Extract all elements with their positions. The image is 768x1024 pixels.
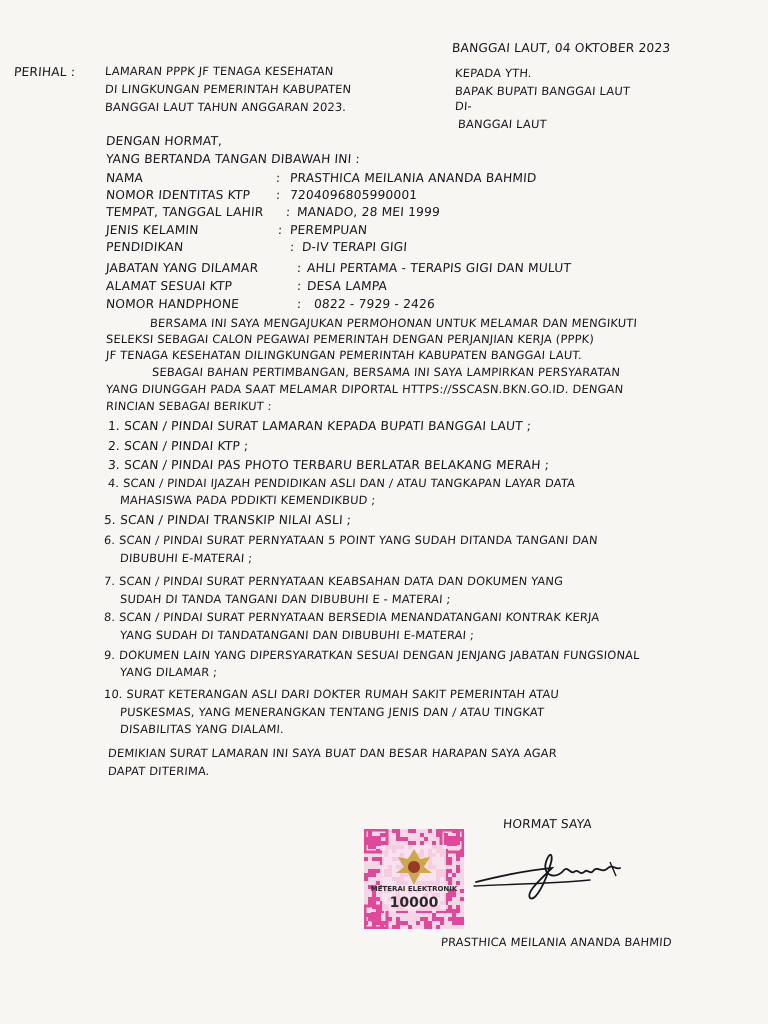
field-colon: : [275, 188, 281, 202]
field-value: PRASTHICA MEILANIA ANANDA BAHMID [289, 171, 538, 185]
paragraph-line: YANG DIUNGGAH PADA SAAT MELAMAR DIPORTAL HTTPS://SSCASN.BKN.GO.ID. DENGAN [105, 382, 624, 396]
greeting: DENGAN HORMAT, [105, 134, 223, 148]
field-label: NOMOR IDENTITAS KTP [105, 188, 251, 202]
place-date: BANGGAI LAUT, 04 OKTOBER 2023 [451, 41, 671, 55]
field-value: PEREMPUAN [289, 223, 368, 237]
subject-line: DI LINGKUNGAN PEMERINTAH KABUPATEN [104, 82, 352, 96]
e-meterai-stamp [364, 829, 464, 929]
field-label: NAMA [105, 171, 144, 185]
field-value: AHLI PERTAMA - TERAPIS GIGI DAN MULUT [306, 261, 572, 275]
list-item-cont: DISABILITAS YANG DIALAMI. [119, 722, 285, 736]
field-value: MANADO, 28 MEI 1999 [296, 205, 441, 219]
paragraph-line: RINCIAN SEBAGAI BERIKUT : [105, 399, 273, 413]
field-colon: : [275, 171, 281, 185]
stamp-value: 10000 [389, 895, 439, 911]
list-item-cont: PUSKESMAS, YANG MENERANGKAN TENTANG JENIS DAN / ATAU TINGKAT [119, 705, 545, 719]
field-value: 7204096805990001 [289, 188, 418, 202]
closing-line: DEMIKIAN SURAT LAMARAN INI SAYA BUAT DAN BESAR HARAPAN SAYA AGAR [107, 746, 558, 760]
intro-line: YANG BERTANDA TANGAN DIBAWAH INI : [105, 152, 361, 166]
field-value: 0822 - 7929 - 2426 [313, 297, 436, 311]
list-item: 8. SCAN / PINDAI SURAT PERNYATAAN BERSEDIA MENANDATANGANI KONTRAK KERJA [103, 610, 600, 624]
paragraph-line: SELEKSI SEBAGAI CALON PEGAWAI PEMERINTAH DENGAN PERJANJIAN KERJA (PPPK) [105, 332, 595, 346]
list-item: 7. SCAN / PINDAI SURAT PERNYATAAN KEABSAHAN DATA DAN DOKUMEN YANG [103, 574, 564, 588]
signer-name: PRASTHICA MEILANIA ANANDA BAHMID [440, 935, 673, 949]
field-colon: : [296, 261, 302, 275]
recipient-line: KEPADA YTH. [454, 66, 533, 80]
recipient-line: DI- [454, 99, 473, 113]
recipient-line: BANGGAI LAUT [457, 117, 548, 131]
closing-line: DAPAT DITERIMA. [107, 764, 211, 778]
e-meterai-icon [364, 829, 464, 929]
perihal-label: PERIHAL : [13, 65, 76, 79]
paragraph-line: JF TENAGA KESEHATAN DILINGKUNGAN PEMERINTAH KABUPATEN BANGGAI LAUT. [105, 348, 583, 362]
list-item: 2. SCAN / PINDAI KTP ; [107, 439, 249, 453]
list-item-cont: YANG SUDAH DI TANDATANGANI DAN DIBUBUHI E-MATERAI ; [119, 628, 475, 642]
field-colon: : [285, 205, 291, 219]
field-label: ALAMAT SESUAI KTP [105, 279, 233, 293]
list-item: 1. SCAN / PINDAI SURAT LAMARAN KEPADA BUPATI BANGGAI LAUT ; [107, 419, 532, 433]
stamp-label: METERAI ELEKTRONIK [370, 885, 458, 893]
subject-line: BANGGAI LAUT TAHUN ANGGARAN 2023. [104, 100, 347, 114]
field-colon: : [296, 279, 302, 293]
list-item-cont: MAHASISWA PADA PDDIKTI KEMENDIKBUD ; [119, 493, 376, 507]
field-value: DESA LAMPA [306, 279, 388, 293]
list-item: 6. SCAN / PINDAI SURAT PERNYATAAN 5 POINT YANG SUDAH DITANDA TANGANI DAN [103, 533, 599, 547]
field-colon: : [296, 297, 302, 311]
handwritten-signature [470, 840, 630, 914]
field-value: D-IV TERAPI GIGI [301, 240, 408, 254]
paragraph-line: SEBAGAI BAHAN PERTIMBANGAN, BERSAMA INI SAYA LAMPIRKAN PERSYARATAN [151, 365, 621, 379]
list-item: 9. DOKUMEN LAIN YANG DIPERSYARATKAN SESUAI DENGAN JENJANG JABATAN FUNGSIONAL [103, 648, 641, 662]
field-label: PENDIDIKAN [105, 240, 184, 254]
list-item: 10. SURAT KETERANGAN ASLI DARI DOKTER RUMAH SAKIT PEMERINTAH ATAU [103, 687, 560, 701]
field-label: JABATAN YANG DILAMAR [105, 261, 259, 275]
recipient-line: BAPAK BUPATI BANGGAI LAUT [454, 84, 631, 98]
paragraph-line: BERSAMA INI SAYA MENGAJUKAN PERMOHONAN UNTUK MELAMAR DAN MENGIKUTI [149, 316, 638, 330]
list-item: 5. SCAN / PINDAI TRANSKIP NILAI ASLI ; [103, 513, 352, 527]
subject-line: LAMARAN PPPK JF TENAGA KESEHATAN [104, 64, 335, 78]
list-item-cont: DIBUBUHI E-MATERAI ; [119, 551, 253, 565]
field-colon: : [277, 223, 283, 237]
list-item-cont: YANG DILAMAR ; [119, 665, 218, 679]
field-label: TEMPAT, TANGGAL LAHIR [105, 205, 264, 219]
sign-off: HORMAT SAYA [502, 817, 593, 831]
list-item: 4. SCAN / PINDAI IJAZAH PENDIDIKAN ASLI DAN / ATAU TANGKAPAN LAYAR DATA [107, 476, 576, 490]
field-label: NOMOR HANDPHONE [105, 297, 240, 311]
list-item: 3. SCAN / PINDAI PAS PHOTO TERBARU BERLATAR BELAKANG MERAH ; [107, 458, 550, 472]
field-colon: : [289, 240, 295, 254]
field-label: JENIS KELAMIN [105, 223, 200, 237]
list-item-cont: SUDAH DI TANDA TANGANI DAN DIBUBUHI E - MATERAI ; [119, 592, 452, 606]
